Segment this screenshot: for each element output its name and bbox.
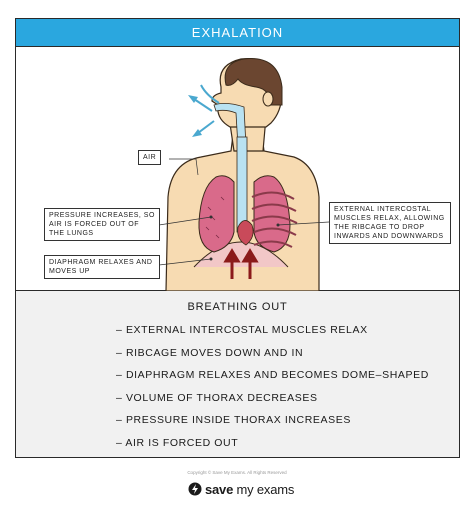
label-air: AIR [138, 150, 161, 165]
list-item: – EXTERNAL INTERCOSTAL MUSCLES RELAX [116, 324, 368, 336]
summary-panel [16, 291, 459, 457]
brand-name [205, 482, 294, 497]
page-title: EXHALATION [16, 19, 459, 47]
ear [263, 92, 273, 106]
label-intercostal: EXTERNAL INTERCOSTAL MUSCLES RELAX, ALLOWING THE RIBCAGE TO DROP INWARDS AND DOWNWARDS [329, 202, 451, 244]
list-item: – DIAPHRAGM RELAXES AND BECOMES DOME–SHAPED [116, 369, 429, 382]
list-item: – VOLUME OF THORAX DECREASES [116, 391, 318, 404]
brand-name-light: my exams [236, 481, 295, 497]
list-item: – AIR IS FORCED OUT [116, 436, 239, 449]
lightning-bolt-icon [188, 482, 202, 496]
diagram-frame [15, 18, 460, 458]
summary-list [116, 323, 429, 459]
brand-name-bold: save [205, 481, 234, 497]
anatomy-diagram [16, 47, 459, 291]
label-diaphragm: DIAPHRAGM RELAXES AND MOVES UP [44, 255, 160, 279]
label-pressure: PRESSURE INCREASES, SO AIR IS FORCED OUT OF THE LUNGS [44, 208, 160, 241]
summary-heading: BREATHING OUT [187, 301, 288, 313]
brand-logo [188, 479, 294, 499]
trachea [237, 137, 247, 232]
copyright-text: Copyright © Save My Exams. All Rights Reserved [187, 470, 287, 475]
list-item: – RIBCAGE MOVES DOWN AND IN [116, 346, 304, 359]
list-item: – PRESSURE INSIDE THORAX INCREASES [116, 414, 351, 427]
